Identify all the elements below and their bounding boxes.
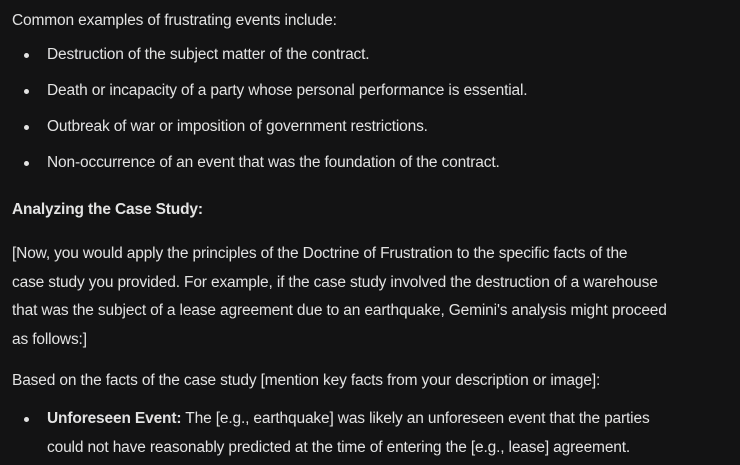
list-item [12, 45, 728, 65]
list-item-text: Destruction of the subject matter of the contract. [47, 46, 370, 63]
paragraph-line: [Now, you would apply the principles of the Doctrine of Frustration to the specific facts of the [12, 245, 628, 262]
list-item [12, 81, 728, 101]
analysis-paragraph [12, 240, 728, 355]
facts-intro-text: Based on the facts of the case study [mention key facts from your description or image]: [12, 372, 601, 389]
analysis-list [12, 405, 728, 462]
bullet-icon [24, 417, 29, 422]
list-item-line: could not have reasonably predicted at the time of entering the [e.g., lease] agreement. [47, 438, 631, 456]
list-item-text: The [e.g., earthquake] was likely an unforeseen event that the parties [181, 410, 650, 427]
list-item-label: Unforeseen Event: [47, 410, 182, 427]
list-item-text: Death or incapacity of a party whose personal performance is essential. [47, 82, 528, 99]
examples-list [12, 45, 728, 189]
list-item-text: Outbreak of war or imposition of government restrictions. [47, 118, 428, 135]
list-item-text: Non-occurrence of an event that was the foundation of the contract. [47, 154, 500, 171]
bullet-icon [24, 53, 29, 58]
intro-text: Common examples of frustrating events include: [12, 12, 337, 29]
list-item [12, 117, 728, 137]
paragraph-line: that was the subject of a lease agreement due to an earthquake, Gemini's analysis might proceed [12, 302, 667, 320]
section-heading: Analyzing the Case Study: [12, 201, 203, 218]
list-item-line [47, 405, 728, 434]
bullet-icon [24, 161, 29, 166]
list-item [12, 153, 728, 173]
bullet-icon [24, 125, 29, 130]
paragraph-line: as follows:] [12, 331, 87, 349]
paragraph-line: case study you provided. For example, if the case study involved the destruction of a warehouse [12, 273, 658, 291]
bullet-icon [24, 89, 29, 94]
list-item [12, 405, 728, 462]
